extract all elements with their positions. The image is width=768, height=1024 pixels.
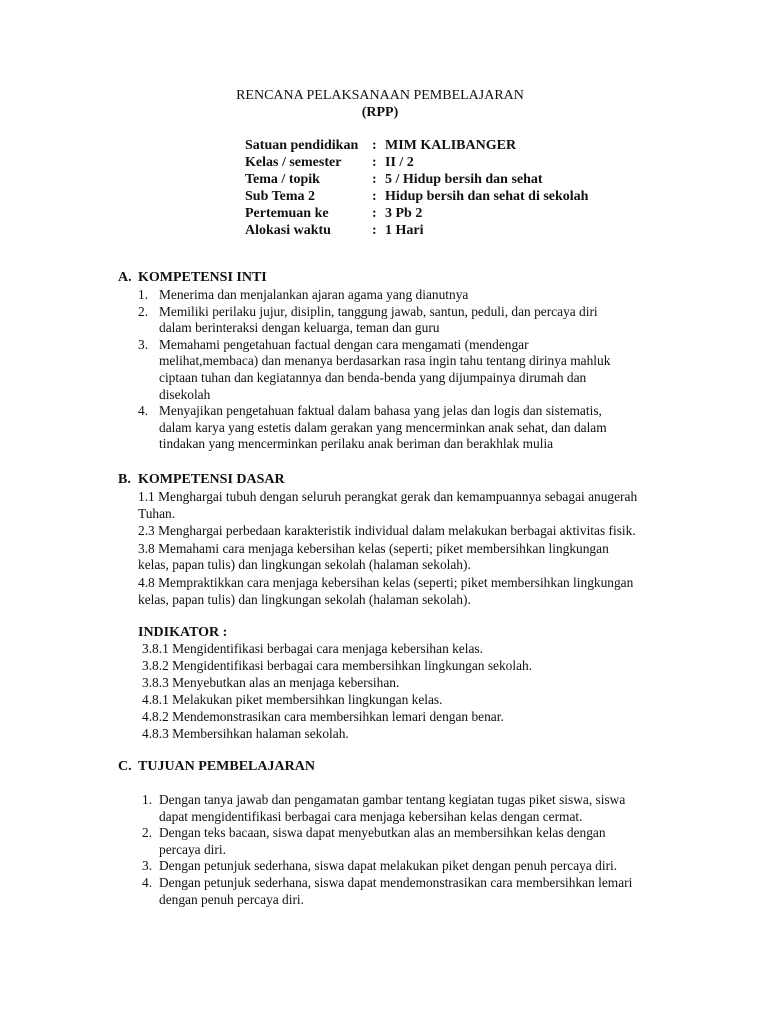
item-number: 3.8 [138,540,155,556]
identity-label: Pertemuan ke [245,206,329,221]
item-text: Dengan tanya jawab dan pengamatan gambar tentang kegiatan tugas piket siswa, siswa dapat mengidentifikasi berbagai cara menjaga kebersihan kelas dengan cermat. [159,792,626,824]
item-text: Dengan petunjuk sederhana, siswa dapat mendemonstrasikan cara membersihkan lemari dengan penuh percaya diri. [159,874,633,907]
list-item [142,875,642,908]
item-number: 4. [142,874,153,890]
list-item [142,675,622,692]
item-number: 3. [142,858,153,874]
list-item [138,575,638,608]
item-text: Membersihkan halaman sekolah. [172,726,349,741]
item-text: Mengidentifikasi berbagai cara membersihkan lingkungan sekolah. [172,658,533,673]
identity-colon: : [372,155,377,170]
list-item [142,726,622,743]
section-letter: C. [118,759,132,774]
item-text: Dengan teks bacaan, siswa dapat menyebutkan alas an membersihkan kelas dengan percaya diri. [159,825,606,857]
list-item [142,709,622,726]
identity-label: Satuan pendidikan [245,138,359,153]
section-letter: B. [118,472,131,487]
identity-colon: : [372,223,377,238]
identity-colon: : [372,189,377,204]
identity-row [245,171,665,188]
identity-label: Tema / topik [245,172,320,187]
item-number: 1.1 [138,489,155,504]
list-item [138,541,638,574]
identity-value: 1 Hari [385,223,424,238]
item-number: 3.8.2 [142,658,169,673]
item-number: 1. [138,287,149,302]
item-text: Melakukan piket membersihkan lingkungan kelas. [172,692,443,707]
identity-colon: : [372,172,377,187]
identity-row [245,205,665,222]
section-letter: A. [118,270,132,285]
identity-row [245,222,665,239]
item-number: 4. [138,403,149,419]
indikator-heading: INDIKATOR : [138,625,228,640]
item-text: Memahami cara menjaga kebersihan kelas (seperti; piket membersihkan lingkungan kelas, papan tulis) dan lingkungan sekolah (halaman sekolah). [138,540,609,573]
list-item [142,858,642,875]
section-a-heading [118,270,267,286]
item-number: 2. [142,825,153,841]
item-number: 3. [138,336,149,352]
list-item [138,287,628,304]
identity-value: Hidup bersih dan sehat di sekolah [385,189,589,204]
item-number: 4.8.2 [142,709,169,724]
document-subtitle: (RPP) [361,105,399,120]
item-text: Menghargai tubuh dengan seluruh perangkat gerak dan kemampuannya sebagai anugerah Tuhan. [138,489,638,521]
list-item [138,403,628,453]
identity-row [245,154,665,171]
item-text: Memiliki perilaku jujur, disiplin, tanggung jawab, santun, peduli, dan percaya diri dalam berinteraksi dengan keluarga, teman dan guru [159,303,598,336]
item-number: 3.8.1 [142,641,169,656]
list-item [142,792,642,825]
identity-value: MIM KALIBANGER [385,138,517,153]
item-number: 4.8.3 [142,726,169,741]
section-title: TUJUAN PEMBELAJARAN [138,759,315,774]
item-text: Mengidentifikasi berbagai cara menjaga kebersihan kelas. [172,641,483,656]
identity-value: 3 Pb 2 [385,206,423,221]
list-item [138,337,628,403]
item-text: Mendemonstrasikan cara membersihkan lemari dengan benar. [172,709,504,724]
item-number: 4.8.1 [142,692,169,707]
item-number: 4.8 [138,574,155,590]
list-item [142,658,622,675]
list-item [138,489,638,522]
tujuan-pembelajaran-list [142,792,642,908]
kompetensi-inti-list [138,287,628,453]
identity-row [245,137,665,154]
kompetensi-dasar-list [138,489,638,609]
identity-label: Kelas / semester [245,155,342,170]
item-text: Menyajikan pengetahuan faktual dalam bahasa yang jelas dan logis dan sistematis, dalam karya yang estetis dalam gerakan yang mencerminkan anak sehat, dan dalam tindakan yang mencerminkan perilaku anak beriman dan berakhlak mulia [159,403,607,452]
identity-colon: : [372,138,377,153]
document-title: RENCANA PELAKSANAAN PEMBELAJARAN [236,88,524,103]
item-number: 2. [138,303,149,319]
identity-colon: : [372,206,377,221]
item-text: Menghargai perbedaan karakteristik individual dalam melakukan berbagai aktivitas fisik. [158,523,636,539]
list-item [142,641,622,658]
item-text: Memahami pengetahuan factual dengan cara mengamati (mendengar melihat,membaca) dan menanya berdasarkan rasa ingin tahu tentang dirinya mahluk ciptaan tuhan dan kegiatannya dan benda-benda yang dijumpainya dirumah dan disekolah [159,336,611,402]
list-item [138,304,628,337]
indikator-list [142,641,622,743]
section-title: KOMPETENSI INTI [138,270,267,285]
identity-row [245,188,665,205]
identity-value: II / 2 [385,155,414,170]
list-item [142,825,642,858]
identity-label: Sub Tema 2 [245,189,316,204]
item-text: Mempraktikkan cara menjaga kebersihan kelas (seperti; piket membersihkan lingkungan kelas, papan tulis) dan lingkungan sekolah (halaman sekolah). [138,574,634,607]
item-number: 1. [142,792,153,807]
list-item [138,523,638,540]
list-item [142,692,622,709]
item-text: Menyebutkan alas an menjaga kebersihan. [172,675,400,690]
section-b-heading [118,472,285,488]
item-number: 3.8.3 [142,675,169,690]
section-c-heading [118,759,315,775]
section-title: KOMPETENSI DASAR [138,472,285,487]
identity-label: Alokasi waktu [245,223,331,238]
item-text: Menerima dan menjalankan ajaran agama yang dianutnya [159,287,469,302]
identity-value: 5 / Hidup bersih dan sehat [385,172,543,187]
item-number: 2.3 [138,523,155,539]
identity-table [245,137,665,239]
item-text: Dengan petunjuk sederhana, siswa dapat melakukan piket dengan penuh percaya diri. [159,858,618,874]
